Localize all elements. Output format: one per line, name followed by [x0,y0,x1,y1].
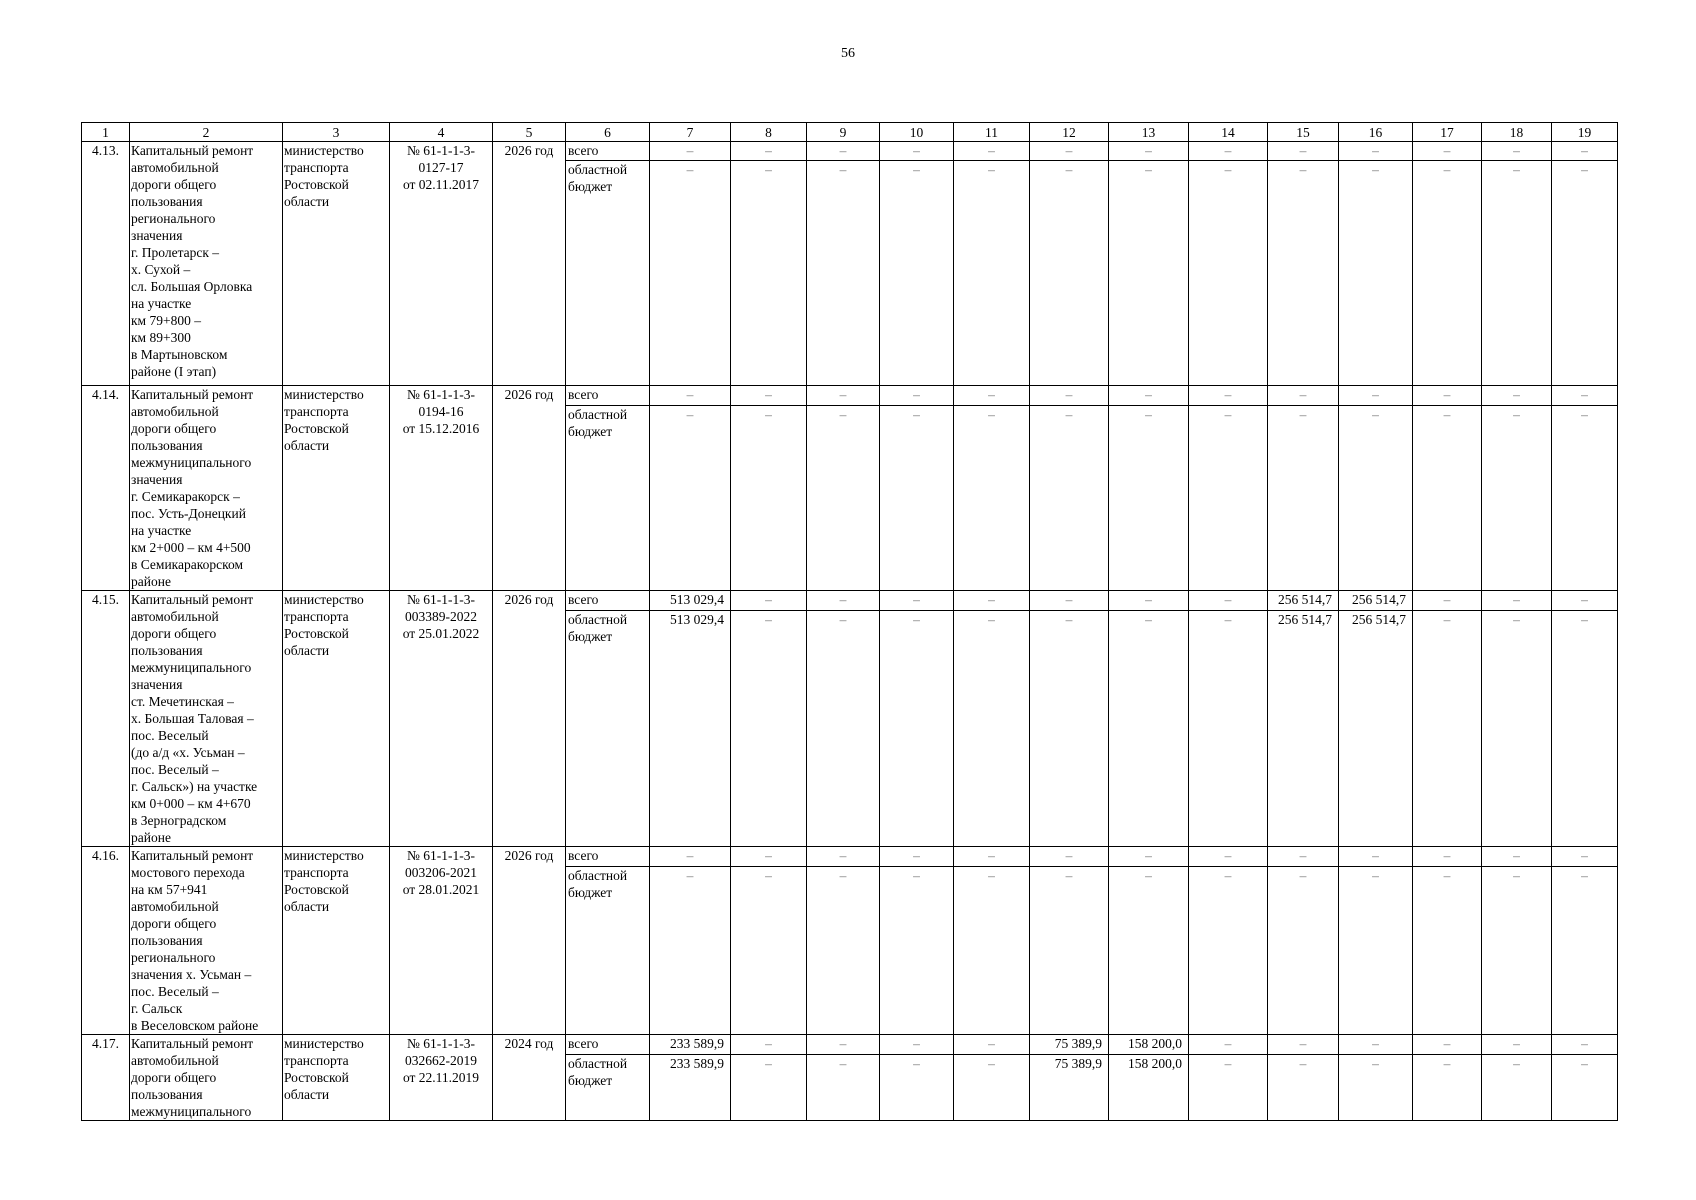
value-cell: – [1030,406,1109,591]
value-cell: – [1413,1055,1482,1121]
header-cell: 15 [1268,123,1339,142]
value-cell: – [1109,406,1189,591]
header-cell: 9 [807,123,880,142]
header-cell: 6 [566,123,650,142]
value-cell: – [1482,591,1552,611]
funding-source: всего [566,591,650,611]
value-cell: – [1030,142,1109,161]
funding-source: областной бюджет [566,161,650,386]
value-cell: – [1552,1055,1618,1121]
value-cell: 75 389,9 [1030,1055,1109,1121]
value-cell: – [1268,847,1339,867]
value-cell: – [650,142,731,161]
value-cell: 513 029,4 [650,611,731,847]
value-cell: – [880,1035,954,1055]
value-cell: – [880,1055,954,1121]
value-cell: – [954,591,1030,611]
value-cell: – [880,386,954,406]
value-cell: – [1189,847,1268,867]
value-cell: – [731,611,807,847]
document-ref: № 61-1-1-3- 003206-2021 от 28.01.2021 [390,847,493,1035]
value-cell: – [954,867,1030,1035]
year-cell: 2026 год [493,142,566,386]
value-cell: – [650,386,731,406]
value-cell: – [1482,867,1552,1035]
data-table [81,122,1618,1121]
header-cell: 16 [1339,123,1413,142]
document-ref: № 61-1-1-3- 0194-16 от 15.12.2016 [390,386,493,591]
value-cell: – [954,386,1030,406]
value-cell: 513 029,4 [650,591,731,611]
value-cell: – [1552,142,1618,161]
funding-source: всего [566,386,650,406]
agency-name: министерство транспорта Ростовской области [283,591,390,847]
value-cell: – [1109,386,1189,406]
table-row [82,1035,1618,1055]
value-cell: – [1268,142,1339,161]
value-cell: – [650,161,731,386]
value-cell: 256 514,7 [1339,611,1413,847]
value-cell: – [807,1035,880,1055]
value-cell: – [1030,591,1109,611]
agency-name: министерство транспорта Ростовской области [283,386,390,591]
value-cell: – [1482,847,1552,867]
page-number: 56 [841,46,855,61]
value-cell: – [1109,161,1189,386]
value-cell: – [1189,1035,1268,1055]
header-cell: 3 [283,123,390,142]
header-cell: 19 [1552,123,1618,142]
value-cell: – [1552,406,1618,591]
header-cell: 4 [390,123,493,142]
value-cell: – [807,161,880,386]
value-cell: – [1552,611,1618,847]
value-cell: – [954,406,1030,591]
agency-name: министерство транспорта Ростовской области [283,1035,390,1121]
value-cell: – [807,611,880,847]
value-cell: – [1413,611,1482,847]
value-cell: – [1339,386,1413,406]
value-cell: – [807,1055,880,1121]
row-number: 4.14. [82,386,130,591]
value-cell: – [880,591,954,611]
funding-source: всего [566,1035,650,1055]
header-cell: 2 [130,123,283,142]
value-cell: – [807,142,880,161]
value-cell: – [954,1035,1030,1055]
year-cell: 2026 год [493,847,566,1035]
value-cell: – [731,867,807,1035]
object-name: Капитальный ремонт автомобильной дороги общего пользования межмуниципального [130,1035,283,1121]
value-cell: – [1413,847,1482,867]
value-cell: – [1109,611,1189,847]
value-cell: – [1189,142,1268,161]
value-cell: – [1339,161,1413,386]
value-cell: – [1413,386,1482,406]
agency-name: министерство транспорта Ростовской области [283,142,390,386]
object-name: Капитальный ремонт автомобильной дороги общего пользования межмуниципального значения г. Семикаракорск – пос. Усть-Донецкий на участке км 2+000 – км 4+500 в Семикаракорском районе [130,386,283,591]
value-cell: – [1552,847,1618,867]
value-cell: – [1339,1035,1413,1055]
value-cell: – [1413,591,1482,611]
value-cell: – [807,386,880,406]
value-cell: – [1339,867,1413,1035]
funding-source: областной бюджет [566,1055,650,1121]
value-cell: 256 514,7 [1339,591,1413,611]
value-cell: – [880,161,954,386]
value-cell: – [1413,867,1482,1035]
header-cell: 13 [1109,123,1189,142]
value-cell: – [1030,386,1109,406]
value-cell: – [1109,867,1189,1035]
value-cell: – [731,142,807,161]
value-cell: – [880,867,954,1035]
value-cell: – [1552,591,1618,611]
table-row [82,591,1618,611]
value-cell: – [954,161,1030,386]
object-name: Капитальный ремонт автомобильной дороги общего пользования межмуниципального значения ст. Мечетинская – х. Большая Таловая – пос. Веселый (до а/д «х. Усьман – пос. Веселый – г. Сальск») на участке км 0+000 – км 4+670 в Зерноградском районе [130,591,283,847]
document-ref: № 61-1-1-3- 003389-2022 от 25.01.2022 [390,591,493,847]
value-cell: – [880,142,954,161]
value-cell: – [1482,1055,1552,1121]
value-cell: – [1189,386,1268,406]
header-cell: 14 [1189,123,1268,142]
value-cell: – [731,1035,807,1055]
value-cell: – [1189,406,1268,591]
value-cell: – [1268,1035,1339,1055]
value-cell: – [1189,1055,1268,1121]
value-cell: – [731,161,807,386]
row-number: 4.17. [82,1035,130,1121]
value-cell: – [1482,142,1552,161]
header-cell: 5 [493,123,566,142]
value-cell: – [954,847,1030,867]
value-cell: – [880,611,954,847]
value-cell: – [807,591,880,611]
value-cell: – [1482,611,1552,847]
value-cell: – [1268,1055,1339,1121]
value-cell: – [954,142,1030,161]
value-cell: – [1109,847,1189,867]
header-cell: 11 [954,123,1030,142]
value-cell: – [1552,161,1618,386]
value-cell: 158 200,0 [1109,1055,1189,1121]
value-cell: – [1268,161,1339,386]
row-number: 4.15. [82,591,130,847]
value-cell: – [1189,611,1268,847]
funding-source: всего [566,142,650,161]
header-row [82,123,1618,142]
value-cell: – [1413,161,1482,386]
value-cell: – [1030,161,1109,386]
value-cell: – [1339,142,1413,161]
value-cell: – [1482,386,1552,406]
value-cell: – [1268,406,1339,591]
agency-name: министерство транспорта Ростовской области [283,847,390,1035]
value-cell: – [650,867,731,1035]
value-cell: – [807,406,880,591]
value-cell: – [1109,591,1189,611]
year-cell: 2026 год [493,591,566,847]
value-cell: – [1339,1055,1413,1121]
header-cell: 18 [1482,123,1552,142]
value-cell: – [1339,847,1413,867]
table-row [82,142,1618,161]
value-cell: – [731,1055,807,1121]
value-cell: 233 589,9 [650,1055,731,1121]
value-cell: – [1482,1035,1552,1055]
funding-source: областной бюджет [566,406,650,591]
value-cell: 158 200,0 [1109,1035,1189,1055]
value-cell: 233 589,9 [650,1035,731,1055]
value-cell: – [1189,591,1268,611]
table-row [82,847,1618,867]
value-cell: – [954,611,1030,847]
value-cell: – [954,1055,1030,1121]
value-cell: – [1189,867,1268,1035]
value-cell: – [1413,142,1482,161]
value-cell: – [1030,847,1109,867]
header-cell: 7 [650,123,731,142]
row-number: 4.16. [82,847,130,1035]
value-cell: – [1339,406,1413,591]
value-cell: – [731,386,807,406]
object-name: Капитальный ремонт мостового перехода на км 57+941 автомобильной дороги общего пользования регионального значения х. Усьман – пос. Веселый – г. Сальск в Веселовском районе [130,847,283,1035]
value-cell: – [1413,406,1482,591]
value-cell: – [1030,611,1109,847]
funding-source: областной бюджет [566,867,650,1035]
value-cell: 256 514,7 [1268,591,1339,611]
funding-source: областной бюджет [566,611,650,847]
header-cell: 10 [880,123,954,142]
value-cell: – [1552,867,1618,1035]
object-name: Капитальный ремонт автомобильной дороги общего пользования регионального значения г. Пролетарск – х. Сухой – сл. Большая Орловка на участке км 79+800 – км 89+300 в Мартыновском районе (I этап) [130,142,283,386]
value-cell: – [1189,161,1268,386]
value-cell: – [731,406,807,591]
value-cell: – [1268,386,1339,406]
value-cell: – [880,406,954,591]
value-cell: – [650,406,731,591]
document-ref: № 61-1-1-3- 0127-17 от 02.11.2017 [390,142,493,386]
document-ref: № 61-1-1-3- 032662-2019 от 22.11.2019 [390,1035,493,1121]
row-number: 4.13. [82,142,130,386]
value-cell: – [880,847,954,867]
value-cell: – [807,867,880,1035]
value-cell: – [1482,406,1552,591]
value-cell: – [1030,867,1109,1035]
value-cell: – [731,847,807,867]
value-cell: – [1552,386,1618,406]
value-cell: – [1268,867,1339,1035]
header-cell: 1 [82,123,130,142]
year-cell: 2026 год [493,386,566,591]
value-cell: – [1552,1035,1618,1055]
value-cell: – [731,591,807,611]
value-cell: 256 514,7 [1268,611,1339,847]
funding-source: всего [566,847,650,867]
header-cell: 12 [1030,123,1109,142]
value-cell: – [1413,1035,1482,1055]
value-cell: – [1109,142,1189,161]
header-cell: 17 [1413,123,1482,142]
value-cell: – [807,847,880,867]
table-row [82,386,1618,406]
header-cell: 8 [731,123,807,142]
value-cell: – [650,847,731,867]
year-cell: 2024 год [493,1035,566,1121]
value-cell: 75 389,9 [1030,1035,1109,1055]
value-cell: – [1482,161,1552,386]
